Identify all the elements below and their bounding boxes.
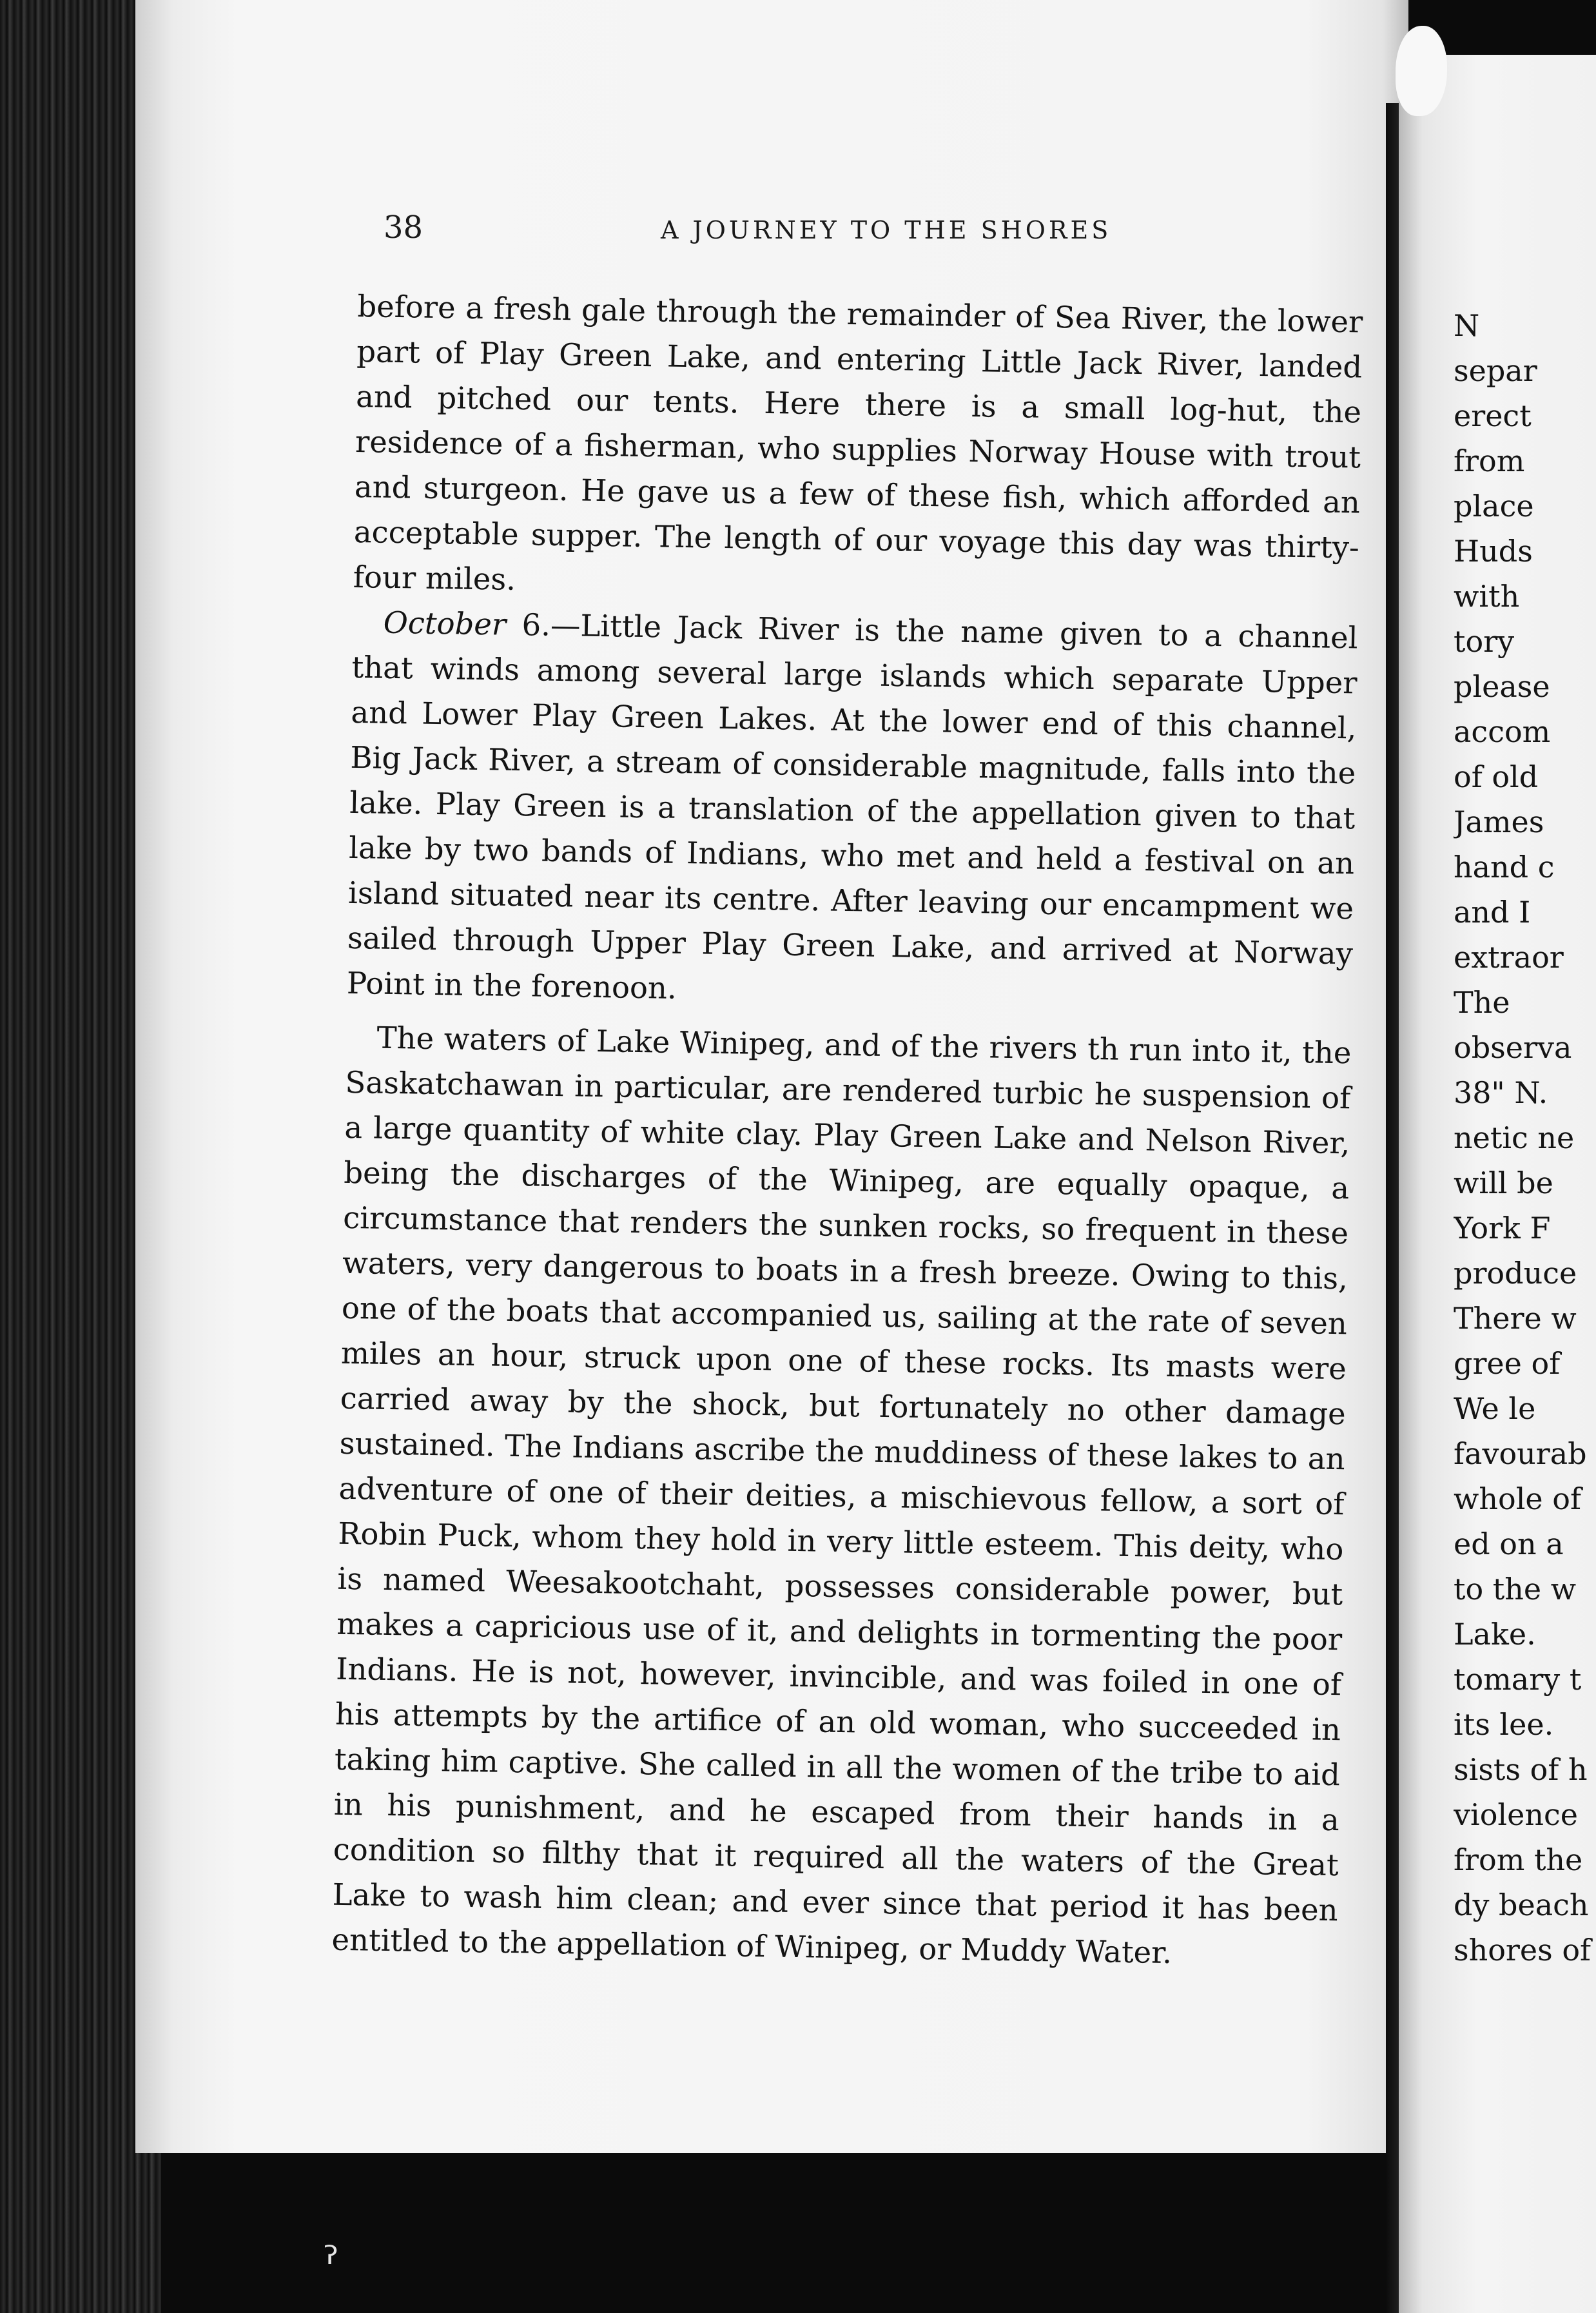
- right-page-line: There w: [1454, 1301, 1577, 1336]
- paragraph-1: before a fresh gale through the remainder of Sea River, the lower part of Play Green Lake, and entering Little Jack River, landed and pitched our tents. Here there is a small log-hut, the residence of a fisherman, who supplies Norway House with trout and sturgeon. He gave us a few of these fish, which afforded an acceptable supper. The length of our voyage this day was thirty-four miles.: [353, 288, 1363, 597]
- paper-clip-glare: [1396, 26, 1447, 116]
- right-page-line: sists of h: [1454, 1752, 1588, 1787]
- right-page-line: 38" N.: [1454, 1075, 1548, 1110]
- right-page-line: and I: [1454, 895, 1531, 930]
- right-page-line: of old: [1454, 759, 1539, 794]
- right-page-line: from: [1454, 444, 1525, 478]
- right-page-line: to the w: [1454, 1572, 1577, 1606]
- right-page-line: Lake.: [1454, 1617, 1536, 1652]
- right-page-line: York F: [1454, 1211, 1551, 1245]
- right-page-line: tory: [1454, 624, 1515, 659]
- right-page-line: netic ne: [1454, 1120, 1575, 1155]
- right-page-fragments: [1454, 303, 1595, 1973]
- right-page-line: The: [1454, 985, 1510, 1020]
- right-page-line: erect: [1454, 398, 1532, 433]
- right-page-line: favourab: [1454, 1436, 1587, 1471]
- right-page-line: whole of: [1454, 1481, 1581, 1516]
- right-page-line: Huds: [1454, 534, 1533, 569]
- paragraph-3: The waters of Lake Winipeg, and of the rivers th run into it, the Saskatchawan in particular, are rendered turbic he suspension of a large quantity of white clay. Play Green Lake and Nelson River, being the discharges of the Winipeg, are equally opaque, a circumstance that renders the sunken rocks, so frequent in these waters, very dangerous to boats in a fresh breeze. Owing to this, one of the boats that accompanied us, sailing at the rate of seven miles an hour, struck upon one of these rocks. Its masts were carried away by the shock, but fortunately no other damage sustained. The Indians ascribe the muddiness of these lakes to an adventure of one of their deities, a mischievous fellow, a sort of Robin Puck, whom they hold in very little esteem. This deity, who is named Weesakootchaht, possesses considerable power, but makes a capricious use of it, and delights in tormenting the poor Indians. He is not, however, invincible, and was foiled in one of his attempts by the artifice of an old woman, who succeeded in taking him captive. She called in all the women of the tribe to aid in his punishment, and he escaped from their hands in a condition so filthy that it required all the waters of the Great Lake to wash him clean; and ever since that period it has been entitled to the appellation of Winipeg, or Muddy Water.: [331, 1020, 1352, 1971]
- right-page-line: from the: [1454, 1842, 1583, 1877]
- right-page-line: will be: [1454, 1166, 1553, 1200]
- right-page-line: gree of: [1454, 1346, 1561, 1381]
- right-page-line: N: [1454, 308, 1480, 343]
- right-page-line: violence: [1454, 1797, 1578, 1832]
- paragraph-2: [346, 600, 1358, 1021]
- margin-pencil-mark: ˀ: [322, 2237, 339, 2290]
- right-page-line: accom: [1454, 714, 1551, 749]
- right-page-line: with: [1454, 579, 1520, 614]
- right-page-line: hand c: [1454, 850, 1555, 884]
- right-page-line: produce: [1454, 1256, 1577, 1291]
- right-page-line: ed on a: [1454, 1527, 1564, 1561]
- right-page-line: tomary t: [1454, 1662, 1582, 1697]
- right-page-line: separ: [1454, 353, 1537, 388]
- right-page-line: dy beach: [1454, 1888, 1589, 1922]
- right-page-line: its lee.: [1454, 1707, 1554, 1742]
- left-page-body: [331, 284, 1363, 1978]
- right-page-line: place: [1454, 489, 1534, 523]
- right-page-line: observa: [1454, 1030, 1572, 1065]
- right-page-line: extraor: [1454, 940, 1564, 975]
- right-page-line: please: [1454, 669, 1550, 704]
- running-head: A JOURNEY TO THE SHORES: [661, 216, 1112, 244]
- paragraph-2-text: 6.—Little Jack River is the name given to a channel that winds among several large islands which separate Upper and Lower Play Green Lakes. At the lower end of this channel, Big Jack River, a stream of considerable magnitude, falls into the lake. Play Green is a translation of the appellation given to that lake by two bands of Indians, who met and held a festival on an island situated near its centre. After leaving our encampment we sailed through Upper Play Green Lake, and arrived at Norway Point in the forenoon.: [346, 607, 1358, 1006]
- page-number: 38: [384, 210, 423, 246]
- date-label: October: [383, 605, 507, 642]
- right-page-line: James: [1454, 805, 1544, 839]
- right-page-line: We le: [1454, 1391, 1536, 1426]
- right-page-line: shores of: [1454, 1933, 1591, 1967]
- page-header: [384, 210, 1415, 255]
